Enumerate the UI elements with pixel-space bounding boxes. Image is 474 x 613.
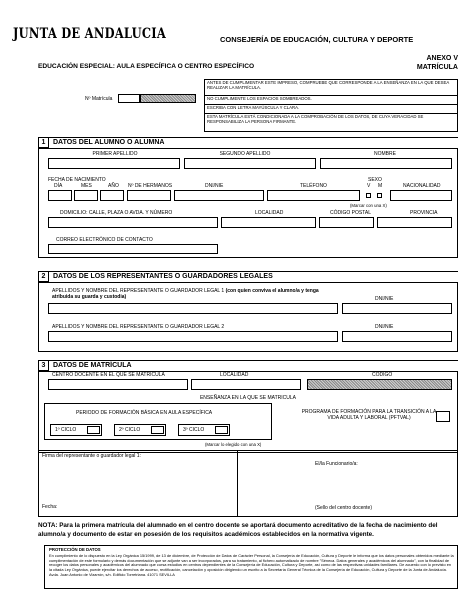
label-domicilio: DOMICILIO: CALLE, PLAZA O AVDA. Y NÚMERO (60, 210, 173, 216)
dia-field[interactable] (48, 190, 72, 201)
label-anio: AÑO (108, 183, 119, 189)
codigo-shaded (307, 379, 452, 390)
codigo-postal-field[interactable] (319, 217, 374, 228)
label-provincia: PROVINCIA (410, 210, 438, 216)
section-3-title: DATOS DE MATRÍCULA (53, 362, 132, 369)
label-ensenanza: ENSEÑANZA EN LA QUE SE MATRICULA (199, 395, 297, 401)
matricula-number-shaded (140, 94, 196, 103)
section-1-number: 1 (38, 137, 49, 148)
legal1-dni-field[interactable] (342, 303, 452, 314)
label-correo: CORREO ELECTRÓNICO DE CONTACTO (56, 237, 153, 243)
programa-checkbox[interactable] (436, 411, 450, 422)
section-3-number: 3 (38, 360, 49, 371)
sexo-v-checkbox[interactable] (366, 193, 371, 198)
label-dni2: DNI/NIE (375, 324, 394, 330)
ministry-title: CONSEJERÍA DE EDUCACIÓN, CULTURA Y DEPORTE (220, 35, 414, 44)
proteccion-text: En cumplimiento de lo dispuesto en la Ley Orgánica 15/1999, de 13 de diciembre, de Protección de Datos de Carácter Personal, la Consejería de Educación, Cultura y Deporte le informa que los datos personales obtenidos mediante la cumplimentación de este formulario y demás documentación que se adjunte van a ser incorporados, para su tratamiento, al fichero automatizado de nombre "Séneca. Datos generales y académicos del alumnado", con la finalidad de recoger los datos personales y académicos del alumnado que cursa estudios en centros dependientes de la Consejería de Educación, Cultura y Deporte, así como de las respectivas unidades familiares. De acuerdo con lo previsto en la citada Ley Orgánica, puede ejercitar los derechos de acceso, rectificación, cancelación y oposición dirigiendo un escrito a la Secretaría General Técnica de la Consejería de Educación, Cultura y Deporte de la Junta de Andalucía. Avda. Juan Antonio de Vizarrón, s/n. Edificio Torretriana. 41071 SEVILLA (49, 553, 454, 577)
label-codigo: CÓDIGO (372, 372, 393, 378)
label-codigo-postal: CÓDIGO POSTAL (330, 210, 372, 216)
matricula-number-field[interactable] (118, 94, 140, 103)
localidad-centro-field[interactable] (191, 379, 301, 390)
org-logo: JUNTA DE ANDALUCIA (13, 26, 167, 42)
ciclo-2-box[interactable] (114, 424, 166, 436)
telefono-field[interactable] (267, 190, 360, 201)
label-legal1-text: APELLIDOS Y NOMBRE DEL REPRESENTANTE O GUARDADOR LEGAL 1 (52, 288, 226, 294)
label-legal2: APELLIDOS Y NOMBRE DEL REPRESENTANTE O GUARDADOR LEGAL 2 (52, 324, 225, 330)
label-sexo-m: M (378, 183, 383, 189)
ciclo-2-checkbox[interactable] (151, 426, 164, 434)
label-firma: Firma del representante o guardador legal 1: (42, 453, 141, 459)
nota-text: NOTA: Para la primera matrícula del alumnado en el centro docente se aportará documento acreditativo de la fecha de nacimiento del alumno/a y documento de estar en posesión de los requisitos académicos establecidos en la normativa vigente. (38, 522, 438, 538)
sexo-m-checkbox[interactable] (377, 193, 382, 198)
label-fecha-nacimiento: FECHA DE NACIMIENTO (48, 177, 106, 183)
label-dni1: DNI/NIE (375, 296, 394, 302)
label-mes: MES (81, 183, 92, 189)
label-sexo: SEXO (368, 177, 382, 183)
ciclo-3-box[interactable] (178, 424, 230, 436)
label-fecha: Fecha: (42, 504, 58, 510)
matricula-heading: MATRÍCULA (416, 64, 458, 71)
label-localidad-centro: LOCALIDAD (220, 372, 249, 378)
domicilio-field[interactable] (48, 217, 218, 228)
segundo-apellido-field[interactable] (184, 158, 316, 169)
notices-box (204, 79, 458, 132)
ciclo-3-checkbox[interactable] (215, 426, 228, 434)
anio-field[interactable] (100, 190, 124, 201)
mes-field[interactable] (74, 190, 98, 201)
section-2-number: 2 (38, 271, 49, 282)
matricula-label: Nº Matrícula (85, 96, 113, 102)
label-funcionario: El/la Funcionario/a: (315, 461, 358, 467)
notice-4: ESTA MATRÍCULA ESTÁ CONDICIONADA A LA COMPROBACIÓN DE LOS DATOS, DE CUYA VERACIDAD SE RESPONSABILIZA LA PERSONA FIRMANTE. (207, 114, 424, 124)
label-telefono: TELÉFONO (300, 183, 327, 189)
ciclo-1-box[interactable] (50, 424, 102, 436)
ciclo-1-label: 1º CICLO (55, 427, 77, 433)
label-sello: (Sello del centro docente) (315, 505, 372, 511)
proteccion-box (44, 545, 458, 589)
label-nacionalidad: NACIONALIDAD (403, 183, 441, 189)
section-2-title: DATOS DE LOS REPRESENTANTES O GUARDADORES LEGALES (53, 273, 273, 280)
label-legal1-note: (con quien conviva el alumno/a y tenga atribuida su guarda y custodia) (52, 288, 319, 300)
label-dia: DÍA (54, 183, 63, 189)
ciclo-1-checkbox[interactable] (87, 426, 100, 434)
legal1-name-field[interactable] (48, 303, 338, 314)
primer-apellido-field[interactable] (48, 158, 180, 169)
label-periodo: PERIODO DE FORMACIÓN BÁSICA EN AULA ESPECÍFICA (76, 410, 213, 416)
notice-2: NO CUMPLIMENTE LOS ESPACIOS SOMBREADOS. (207, 96, 312, 101)
ciclo-3-label: 3º CICLO (183, 427, 205, 433)
provincia-field[interactable] (377, 217, 452, 228)
notice-3: ESCRIBA CON LETRA MAYÚSCULA Y CLARA. (207, 105, 300, 110)
label-primer-apellido: PRIMER APELLIDO (92, 151, 138, 157)
signature-box (38, 450, 458, 517)
page-subtitle: EDUCACIÓN ESPECIAL: AULA ESPECÍFICA O CENTRO ESPECÍFICO (38, 63, 255, 70)
label-legal1 (52, 289, 332, 301)
legal2-name-field[interactable] (48, 331, 338, 342)
dni-field[interactable] (174, 190, 264, 201)
label-segundo-apellido: SEGUNDO APELLIDO (219, 151, 271, 157)
ciclo-2-label: 2º CICLO (119, 427, 141, 433)
annex-label: ANEXO V (426, 55, 458, 62)
label-dni: DNI/NIE (205, 183, 224, 189)
proteccion-title: PROTECCIÓN DE DATOS (49, 547, 101, 552)
nombre-field[interactable] (320, 158, 452, 169)
label-marcar-elegido: (Marcar lo elegido con una X) (205, 442, 262, 447)
label-nombre: NOMBRE (374, 151, 396, 157)
sexo-hint: (Marcar con una X) (350, 203, 387, 208)
label-sexo-v: V (367, 183, 371, 189)
correo-field[interactable] (48, 244, 218, 254)
section-1-title: DATOS DEL ALUMNO O ALUMNA (53, 139, 165, 146)
label-hermanos: Nº DE HERMANOS (128, 183, 173, 189)
label-programa: PROGRAMA DE FORMACIÓN PARA LA TRANSICIÓN A LA VIDA ADULTA Y LABORAL (PFTVAL) (301, 409, 437, 421)
legal2-dni-field[interactable] (342, 331, 452, 342)
centro-field[interactable] (48, 379, 188, 390)
localidad-field[interactable] (221, 217, 316, 228)
label-localidad: LOCALIDAD (255, 210, 284, 216)
label-centro: CENTRO DOCENTE EN EL QUE SE MATRICULA (52, 372, 165, 378)
hermanos-field[interactable] (127, 190, 171, 201)
notice-1: ANTES DE CUMPLIMENTAR ESTE IMPRESO, COMPRUEBE QUE CORRESPONDE A LA ENSEÑANZA EN LA QUE DESEA REALIZAR LA MATRÍCULA. (207, 80, 450, 90)
nacionalidad-field[interactable] (390, 190, 452, 201)
